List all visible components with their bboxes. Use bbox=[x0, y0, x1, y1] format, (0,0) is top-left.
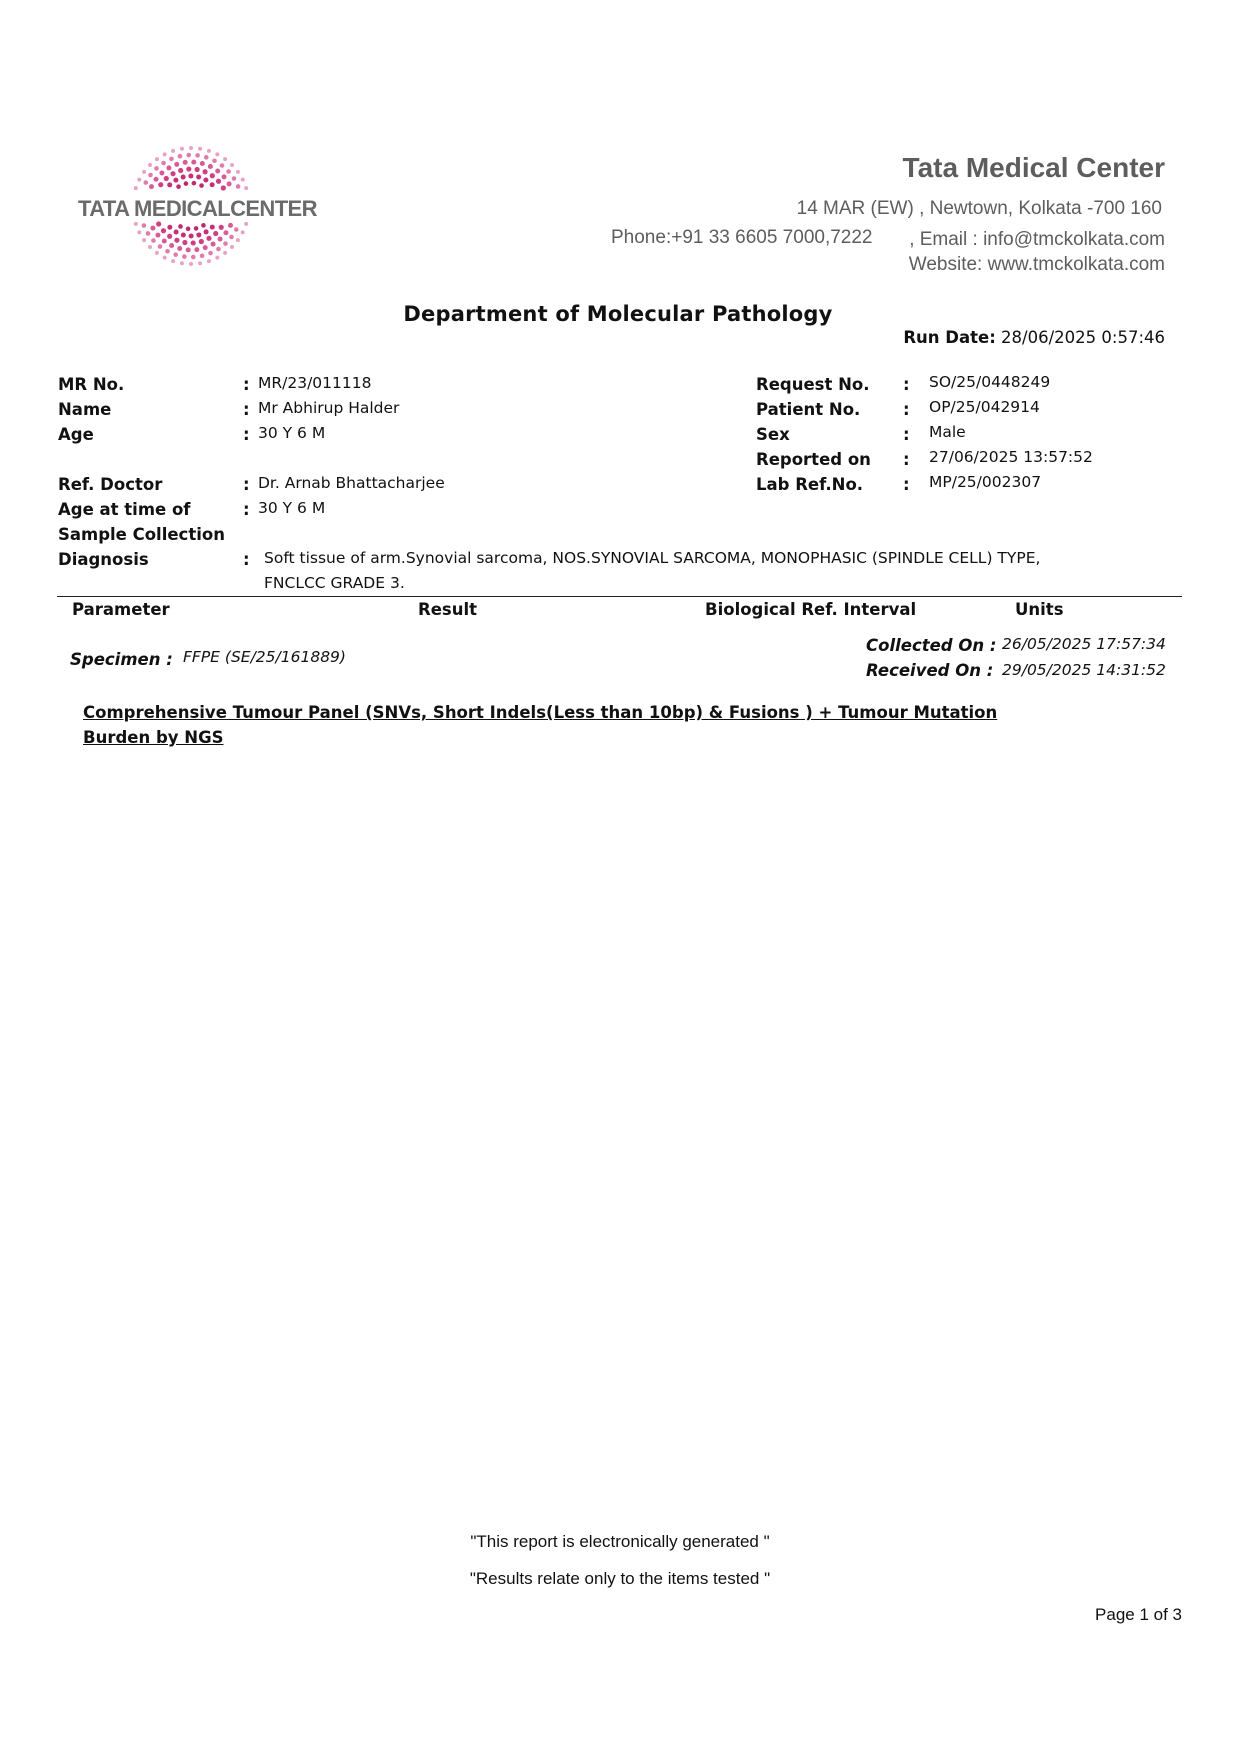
logo-dot bbox=[230, 163, 234, 167]
logo-dot bbox=[163, 256, 167, 260]
logo-dot bbox=[154, 177, 159, 182]
logo-dot bbox=[216, 179, 221, 184]
logo-dot bbox=[161, 228, 166, 233]
logo-dot bbox=[142, 238, 146, 242]
logo-dot bbox=[142, 170, 146, 174]
logo-dot bbox=[213, 231, 218, 236]
logo-dot bbox=[208, 164, 213, 169]
received-on-value: 29/05/2025 14:31:52 bbox=[1002, 661, 1166, 679]
name-value: Mr Abhirup Halder bbox=[258, 399, 400, 417]
logo-dot bbox=[169, 157, 174, 162]
collected-on-label: Collected On : bbox=[866, 636, 997, 655]
logo-dot bbox=[220, 163, 225, 168]
logo-dot bbox=[161, 161, 166, 166]
logo-dot bbox=[223, 241, 228, 246]
run-date-value: 28/06/2025 0:57:46 bbox=[1001, 328, 1165, 347]
logo-dot bbox=[244, 222, 248, 226]
logo-dot bbox=[189, 146, 193, 150]
logo-dot bbox=[184, 181, 189, 186]
colon: : bbox=[903, 425, 910, 444]
specimen-value: FFPE (SE/25/161889) bbox=[183, 648, 346, 666]
footer-note-electronic: "This report is electronically generated " bbox=[470, 1532, 770, 1551]
col-header-ref-interval: Biological Ref. Interval bbox=[705, 600, 917, 619]
logo-dot bbox=[156, 221, 161, 226]
logo-dot bbox=[148, 173, 153, 178]
hospital-email: , Email : info@tmckolkata.com bbox=[909, 229, 1165, 250]
colon: : bbox=[243, 425, 250, 444]
collected-on-value: 26/05/2025 17:57:34 bbox=[1002, 635, 1166, 653]
logo-dot bbox=[210, 225, 215, 230]
hospital-address: 14 MAR (EW) , Newtown, Kolkata -700 160 bbox=[796, 198, 1162, 219]
logo-dot bbox=[194, 247, 199, 252]
colon: : bbox=[243, 475, 250, 494]
colon: : bbox=[903, 400, 910, 419]
mr-no-label: MR No. bbox=[58, 375, 125, 394]
logo-dot bbox=[148, 245, 152, 249]
logo-dot bbox=[178, 154, 183, 159]
logo-dot bbox=[204, 229, 209, 234]
logo-dot bbox=[178, 168, 183, 173]
logo-dot bbox=[221, 185, 226, 190]
logo-dot bbox=[143, 180, 148, 185]
logo-dot bbox=[162, 238, 167, 243]
colon: : bbox=[243, 375, 250, 394]
logo-dot bbox=[216, 247, 221, 252]
logo-dot bbox=[222, 174, 227, 179]
request-no-label: Request No. bbox=[756, 375, 870, 394]
logo-dot bbox=[202, 169, 207, 174]
logo-dot bbox=[206, 236, 211, 241]
logo-dot bbox=[215, 256, 219, 260]
colon: : bbox=[903, 450, 910, 469]
logo-dot bbox=[236, 238, 240, 242]
logo-dot bbox=[241, 178, 245, 182]
run-date bbox=[903, 328, 1165, 347]
logo-dot bbox=[177, 246, 182, 251]
logo-dot bbox=[223, 251, 227, 255]
patient-no-value: OP/25/042914 bbox=[929, 398, 1040, 416]
logo-dot bbox=[178, 224, 183, 229]
colon: : bbox=[903, 475, 910, 494]
logo-dot bbox=[134, 186, 138, 190]
logo-dot bbox=[200, 253, 205, 258]
logo-dot bbox=[159, 170, 164, 175]
logo-dot bbox=[236, 170, 240, 174]
lab-ref-no-value: MP/25/002307 bbox=[929, 473, 1042, 491]
age-at-collection-label: Age at time of bbox=[58, 500, 191, 519]
logo-dot bbox=[191, 240, 196, 245]
logo-dot bbox=[174, 238, 179, 243]
logo-dot bbox=[146, 231, 151, 236]
page-number: Page 1 of 3 bbox=[1095, 1605, 1182, 1624]
logo-dot bbox=[176, 184, 181, 189]
specimen-label: Specimen : bbox=[70, 650, 173, 669]
reported-on-label: Reported on bbox=[756, 450, 871, 469]
logo-dot bbox=[180, 261, 184, 265]
logo-dot bbox=[212, 158, 217, 163]
logo-dot bbox=[194, 226, 199, 231]
logo-dot bbox=[215, 169, 220, 174]
logo-dot bbox=[241, 230, 245, 234]
name-label: Name bbox=[58, 400, 112, 419]
logo-dot bbox=[186, 227, 191, 232]
col-header-units: Units bbox=[1015, 600, 1064, 619]
logo-dot bbox=[173, 178, 178, 183]
logo-dot bbox=[150, 226, 155, 231]
logo-dot bbox=[204, 155, 209, 160]
logo-dot bbox=[188, 174, 193, 179]
logo-dot bbox=[218, 237, 223, 242]
colon: : bbox=[243, 400, 250, 419]
logo-dot bbox=[219, 225, 224, 230]
logo-dot bbox=[169, 243, 174, 248]
age-at-collection-value: 30 Y 6 M bbox=[258, 499, 326, 517]
logo-dot bbox=[228, 223, 233, 228]
hospital-phone: Phone:+91 33 6605 7000,7222 bbox=[611, 227, 873, 248]
received-on-label: Received On : bbox=[866, 661, 994, 680]
logo-dot bbox=[203, 177, 208, 182]
logo-dot bbox=[230, 245, 234, 249]
logo-dot bbox=[227, 181, 232, 186]
logo-text: TATA MEDICALCENTER bbox=[78, 196, 317, 221]
logo-dot bbox=[166, 165, 171, 170]
logo-dot bbox=[151, 238, 156, 243]
hospital-name: Tata Medical Center bbox=[902, 152, 1165, 183]
logo-dot bbox=[198, 261, 202, 265]
logo-dot bbox=[229, 235, 234, 240]
ref-doctor-label: Ref. Doctor bbox=[58, 475, 163, 494]
hospital-website: Website: www.tmckolkata.com bbox=[908, 254, 1165, 275]
logo-dot bbox=[195, 153, 200, 158]
logo-dot bbox=[158, 244, 163, 249]
logo-dot bbox=[158, 182, 163, 187]
logo-dot bbox=[234, 227, 239, 232]
logo-dot bbox=[215, 152, 219, 156]
logo-dot bbox=[189, 262, 193, 266]
divider bbox=[57, 596, 1182, 597]
logo-dot bbox=[134, 222, 138, 226]
logo-dot bbox=[173, 252, 178, 257]
logo-dot bbox=[154, 166, 159, 171]
logo-dot bbox=[244, 186, 248, 190]
logo-dot bbox=[191, 255, 196, 260]
logo-dot bbox=[171, 259, 175, 263]
col-header-parameter: Parameter bbox=[72, 600, 170, 619]
col-header-result: Result bbox=[418, 600, 478, 619]
colon: : bbox=[903, 375, 910, 394]
request-no-value: SO/25/0448249 bbox=[929, 373, 1051, 391]
logo-dot bbox=[199, 183, 204, 188]
logo-dot bbox=[171, 149, 175, 153]
logo-dot bbox=[186, 247, 191, 252]
logo-dot bbox=[186, 166, 191, 171]
department-title: Department of Molecular Pathology bbox=[403, 302, 833, 326]
logo-dot bbox=[196, 174, 201, 179]
logo-dot bbox=[148, 163, 152, 167]
logo-dot bbox=[137, 178, 141, 182]
sample-collection-label: Sample Collection bbox=[58, 525, 225, 544]
logo-dot bbox=[183, 160, 188, 165]
colon: : bbox=[243, 550, 250, 569]
logo-dot bbox=[182, 240, 187, 245]
lab-ref-no-label: Lab Ref.No. bbox=[756, 475, 864, 494]
diagnosis-line-2: FNCLCC GRADE 3. bbox=[264, 574, 405, 592]
logo-dot bbox=[174, 162, 179, 167]
reported-on-value: 27/06/2025 13:57:52 bbox=[929, 448, 1093, 466]
logo-dot bbox=[232, 176, 237, 181]
logo-dot bbox=[163, 152, 167, 156]
logo-dot bbox=[137, 230, 141, 234]
logo-dot bbox=[208, 251, 213, 256]
logo-dot bbox=[236, 184, 241, 189]
logo-dot bbox=[207, 259, 211, 263]
logo-dot bbox=[167, 182, 172, 187]
logo-dot bbox=[174, 230, 179, 235]
ref-doctor-value: Dr. Arnab Bhattacharjee bbox=[258, 474, 445, 492]
age-value: 30 Y 6 M bbox=[258, 424, 326, 442]
logo-dot bbox=[165, 249, 170, 254]
sex-label: Sex bbox=[756, 425, 790, 444]
logo-dot bbox=[199, 239, 204, 244]
panel-title: Comprehensive Tumour Panel (SNVs, Short Indels(Less than 10bp) & Fusions ) + Tumour Mutation Burden by NGS bbox=[83, 703, 998, 747]
logo-dot bbox=[155, 157, 159, 161]
logo-dot bbox=[200, 161, 205, 166]
logo-dot bbox=[207, 149, 211, 153]
logo-dot bbox=[167, 225, 172, 230]
logo-dot bbox=[189, 234, 194, 239]
logo-dot bbox=[203, 245, 208, 250]
logo-dot bbox=[226, 169, 231, 174]
logo-dot bbox=[191, 160, 196, 165]
logo-dot bbox=[210, 173, 215, 178]
diagnosis-label: Diagnosis bbox=[58, 550, 149, 569]
logo-dot bbox=[210, 182, 215, 187]
footer-note-results: "Results relate only to the items tested " bbox=[469, 1569, 771, 1588]
logo-dot bbox=[155, 233, 160, 238]
sex-value: Male bbox=[929, 423, 966, 441]
logo-dot bbox=[196, 232, 201, 237]
logo-dot bbox=[201, 223, 206, 228]
patient-no-label: Patient No. bbox=[756, 400, 861, 419]
logo-dot bbox=[192, 181, 197, 186]
logo-dot bbox=[167, 234, 172, 239]
logo-dot bbox=[195, 167, 200, 172]
logo-dot bbox=[170, 171, 175, 176]
logo-dot bbox=[142, 223, 147, 228]
logo-dot bbox=[181, 175, 186, 180]
logo-dot bbox=[186, 153, 191, 158]
logo-dot bbox=[164, 176, 169, 181]
mr-no-value: MR/23/011118 bbox=[258, 374, 372, 392]
logo-dot bbox=[155, 251, 159, 255]
logo-dot bbox=[181, 233, 186, 238]
logo-dot bbox=[223, 230, 228, 235]
age-label: Age bbox=[58, 425, 94, 444]
logo-dot bbox=[182, 254, 187, 259]
colon: : bbox=[243, 500, 250, 519]
logo-dot bbox=[223, 157, 227, 161]
logo-dot bbox=[211, 242, 216, 247]
run-date-label: Run Date: bbox=[903, 328, 996, 347]
logo-dot bbox=[180, 147, 184, 151]
diagnosis-line-1: Soft tissue of arm.Synovial sarcoma, NOS.SYNOVIAL SARCOMA, MONOPHASIC (SPINDLE CELL) TYPE, bbox=[264, 549, 1041, 567]
logo-dot bbox=[149, 184, 154, 189]
logo-dot bbox=[198, 147, 202, 151]
